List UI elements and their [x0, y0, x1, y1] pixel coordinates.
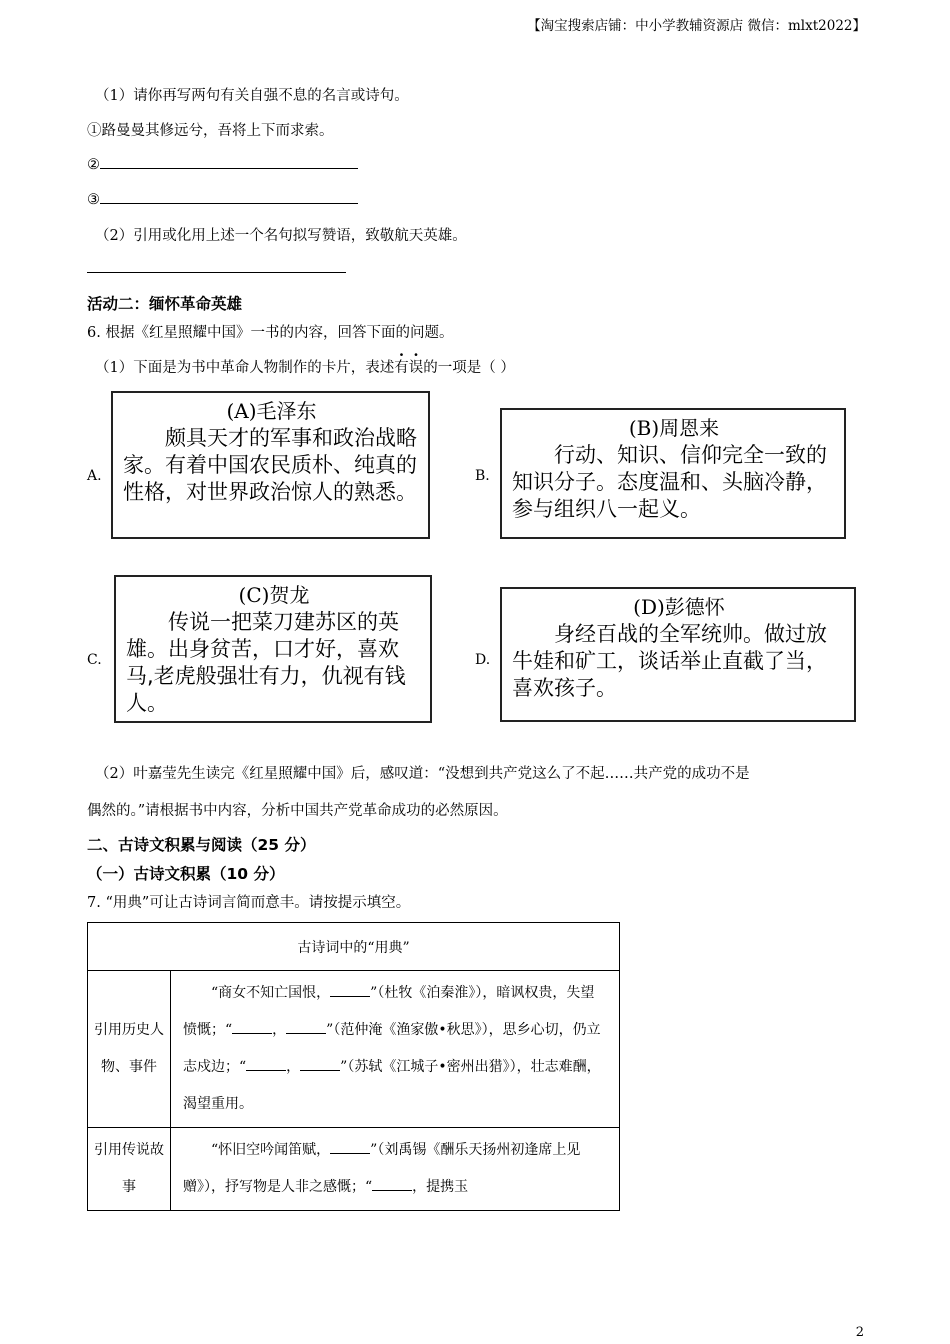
table-header: 古诗词中的“用典”	[88, 923, 620, 971]
fill-blank[interactable]	[232, 1019, 272, 1034]
activity2-heading: 活动二：缅怀革命英雄	[87, 295, 243, 313]
fill-blank[interactable]	[372, 1176, 412, 1191]
emphasis-dot-char: 有	[394, 360, 409, 376]
fill-blank[interactable]	[300, 1056, 340, 1071]
card-title: (B)周恩来	[628, 416, 720, 440]
section2-heading: 二、古诗文积累与阅读（25 分）	[87, 836, 316, 854]
card-title: (D)彭德怀	[633, 595, 725, 619]
q6-sub1: （1）下面是为书中革命人物制作的卡片，表述有误的一项是（ ）	[95, 360, 515, 376]
card-body: 传说一把菜刀建苏区的英雄。出身贫苦，口才好，喜欢马,老虎般强壮有力，仇视有钱人。	[126, 610, 406, 715]
answer-line[interactable]	[100, 189, 358, 204]
fill-blank[interactable]	[246, 1056, 286, 1071]
card-title: (C)贺龙	[238, 583, 310, 607]
card-peng-dehuai[interactable]	[500, 587, 856, 722]
option-a-label[interactable]: A.	[87, 468, 102, 484]
q6-sub2-line2: 偶然的。”请根据书中内容，分析中国共产党革命成功的必然原因。	[87, 803, 508, 819]
q6-sub2-line1: （2）叶嘉莹先生读完《红星照耀中国》后，感叹道：“没想到共产党这么了不起……共产党的成功不是	[95, 766, 750, 782]
fill-blank[interactable]	[330, 1139, 370, 1154]
q5-item3-number: ③	[87, 192, 100, 208]
fill-blank[interactable]	[330, 982, 370, 997]
card-body: 颇具天才的军事和政治战略家。有着中国农民质朴、纯真的性格，对世界政治惊人的熟悉。	[123, 426, 417, 504]
q6-stem: 6. 根据《红星照耀中国》一书的内容，回答下面的问题。	[87, 325, 454, 341]
card-mao-zedong[interactable]	[111, 391, 430, 539]
q5-item2-number: ②	[87, 157, 100, 173]
q5-item2	[87, 154, 358, 173]
allusion-table	[87, 922, 620, 1211]
q5-item1: ①路曼曼其修远兮，吾将上下而求索。	[87, 123, 334, 139]
q5-item3	[87, 189, 358, 208]
card-body: 身经百战的全军统帅。做过放牛娃和矿工，谈话举止直截了当，喜欢孩子。	[512, 622, 827, 700]
fill-blank[interactable]	[286, 1019, 326, 1034]
row-category: 引用传说故事	[88, 1128, 171, 1211]
answer-line[interactable]	[87, 258, 346, 273]
page-header: 【淘宝搜索店铺：中小学教辅资源店 微信：mlxt2022】	[527, 18, 866, 34]
answer-line[interactable]	[100, 154, 358, 169]
card-title: (A)毛泽东	[226, 399, 317, 423]
row-content: “商女不知亡国恨， ”（杜牧《泊秦淮》），暗讽权贵，失望愤慨；“ ， ”（范仲淹《渔家傲•秋思》），思乡心切，仍立志戍边；“ ， ”（苏轼《江城子•密州出猎》），壮志难酬，渴望重用。	[171, 971, 620, 1128]
emphasis-dot-char: 误	[408, 360, 424, 376]
card-body: 行动、知识、信仰完全一致的知识分子。态度温和、头脑冷静，参与组织八一起义。	[512, 443, 827, 521]
option-d-label[interactable]: D.	[475, 652, 491, 668]
q5-sub1: （1）请你再写两句有关自强不息的名言或诗句。	[95, 88, 409, 104]
page-number: 2	[855, 1325, 864, 1340]
card-zhou-enlai[interactable]	[500, 408, 846, 539]
q7-stem: 7. “用典”可让古诗词言简而意丰。请按提示填空。	[87, 895, 411, 911]
table-row	[88, 971, 620, 1128]
option-c-label[interactable]: C.	[87, 652, 102, 668]
row-content: “怀旧空吟闻笛赋， ”（刘禹锡《酬乐天扬州初逢席上见赠》），抒写物是人非之感慨；“ ，提携玉	[171, 1128, 620, 1211]
table-row	[88, 1128, 620, 1211]
row-category: 引用历史人物、事件	[88, 971, 171, 1128]
q5-sub2: （2）引用或化用上述一个名句拟写赞语，致敬航天英雄。	[95, 228, 467, 244]
option-b-label[interactable]: B.	[475, 468, 490, 484]
card-he-long[interactable]	[114, 575, 432, 723]
section2-1-heading: （一）古诗文积累（10 分）	[87, 865, 285, 883]
